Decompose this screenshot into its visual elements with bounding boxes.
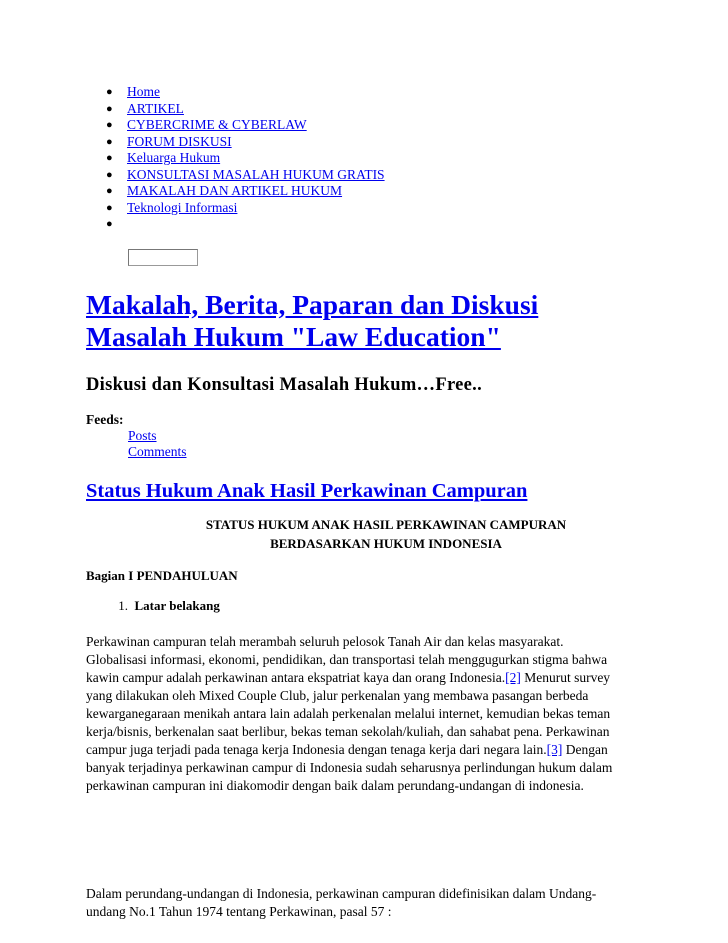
feeds bbox=[86, 412, 187, 460]
post-heading bbox=[86, 516, 646, 553]
para1-line bbox=[86, 669, 652, 687]
subsection-number-text: 1. bbox=[118, 598, 128, 613]
nav-item-keluarga bbox=[86, 150, 646, 167]
nav-item-empty bbox=[86, 216, 646, 233]
nav-link-konsultasi[interactable]: KONSULTASI MASALAH HUKUM GRATIS bbox=[127, 166, 385, 182]
bullet-icon: ● bbox=[106, 152, 113, 164]
post-title-link[interactable]: Status Hukum Anak Hasil Perkawinan Campuran bbox=[86, 480, 528, 502]
section-label: Bagian I PENDAHULUAN bbox=[86, 568, 238, 583]
nav-link-cybercrime[interactable]: CYBERCRIME & CYBERLAW bbox=[127, 117, 307, 132]
nav-item-home bbox=[86, 84, 646, 101]
footnote-ref-2[interactable]: [2] bbox=[505, 670, 521, 685]
nav-link-home[interactable]: Home bbox=[127, 84, 160, 99]
bullet-icon: ● bbox=[106, 201, 113, 214]
nav-item-konsultasi bbox=[86, 167, 646, 184]
bullet-icon: ● bbox=[106, 168, 113, 181]
nav-link-makalah[interactable]: MAKALAH DAN ARTIKEL HUKUM bbox=[127, 183, 343, 198]
feeds-label: Feeds: bbox=[86, 412, 124, 427]
bullet-icon: ● bbox=[106, 119, 113, 131]
nav-link-keluarga[interactable]: Keluarga Hukum bbox=[127, 150, 221, 165]
post-heading-line2: BERDASARKAN HUKUM INDONESIA bbox=[270, 535, 502, 551]
post-title bbox=[86, 479, 527, 503]
nav-link-forum[interactable]: FORUM DISKUSI bbox=[127, 133, 232, 149]
subsection-number bbox=[86, 598, 128, 614]
bullet-icon: ● bbox=[106, 135, 113, 148]
feed-posts-link[interactable]: Posts bbox=[128, 428, 157, 443]
nav-item-makalah bbox=[86, 183, 646, 200]
nav-link-teknologi[interactable]: Teknologi Informasi bbox=[127, 199, 238, 215]
para1-text: Menurut survey bbox=[520, 670, 611, 685]
para1-line: perkawinan campuran ini diakomodir dengan baik dalam perundang-undangan di indonesia. bbox=[86, 778, 584, 793]
para2-line: undang No.1 Tahun 1974 tentang Perkawinan, pasal 57 : bbox=[86, 904, 392, 919]
subsection bbox=[86, 598, 220, 614]
para1-text: Dengan bbox=[562, 742, 608, 757]
site-tagline: Diskusi dan Konsultasi Masalah Hukum…Free.. bbox=[86, 375, 483, 395]
para1-line: Perkawinan campuran telah merambah seluruh pelosok Tanah Air dan kelas masyarakat. bbox=[86, 634, 564, 649]
subsection-title: Latar belakang bbox=[134, 598, 220, 613]
nav-list bbox=[86, 84, 646, 233]
paragraph-1 bbox=[86, 633, 652, 795]
bullet-icon: ● bbox=[106, 86, 113, 98]
page bbox=[86, 84, 646, 919]
feed-comments-link[interactable]: Comments bbox=[128, 444, 187, 459]
site-title bbox=[86, 289, 538, 353]
site-title-line1: Makalah, Berita, Paparan dan Diskusi bbox=[86, 289, 539, 320]
para1-line: banyak terjadinya perkawinan campur di Indonesia sudah seharusnya perlindungan hukum dalam bbox=[86, 760, 613, 775]
para1-line bbox=[86, 741, 652, 759]
nav-link-artikel[interactable]: ARTIKEL bbox=[127, 100, 184, 116]
search-input[interactable] bbox=[128, 249, 198, 266]
para2-line: Dalam perundang-undangan di Indonesia, perkawinan campuran didefinisikan dalam Undang- bbox=[86, 886, 597, 901]
post-heading-line1: STATUS HUKUM ANAK HASIL PERKAWINAN CAMPURAN bbox=[205, 517, 567, 532]
para1-line: kerja/bisnis, berkenalan saat berlibur, bekas teman sekolah/kuliah, dan sahabat pena. Perkawinan bbox=[86, 724, 610, 739]
para1-text: campur juga terjadi pada tenaga kerja Indonesia dengan tenaga kerja dari negara lain. bbox=[86, 742, 547, 757]
nav-item-artikel bbox=[86, 101, 646, 118]
bullet-icon: ● bbox=[106, 185, 113, 197]
para1-text: kawin campur adalah perkawinan antara ekspatriat kaya dan orang Indonesia. bbox=[86, 670, 506, 685]
nav-item-forum bbox=[86, 134, 646, 151]
feeds-links bbox=[86, 428, 187, 460]
para1-line: Globalisasi informasi, ekonomi, pendidikan, dan transportasi telah menggugurkan stigma bahwa bbox=[86, 652, 608, 667]
nav-item-teknologi bbox=[86, 200, 646, 217]
paragraph-2 bbox=[86, 885, 652, 921]
bullet-icon: ● bbox=[106, 102, 113, 115]
bullet-icon: ● bbox=[106, 218, 113, 230]
nav-item-cybercrime bbox=[86, 117, 646, 134]
footnote-ref-3[interactable]: [3] bbox=[546, 742, 563, 757]
para1-line: kewarganegaraan menikah antara lain adalah perkenalan melalui internet, kemudian bekas teman bbox=[86, 706, 611, 721]
site-title-line2: Masalah Hukum "Law Education" bbox=[86, 321, 501, 352]
site-title-link[interactable] bbox=[86, 289, 538, 352]
para1-line: yang dilakukan oleh Mixed Couple Club, jalur perkenalan yang membawa pasangan berbeda bbox=[86, 688, 589, 703]
